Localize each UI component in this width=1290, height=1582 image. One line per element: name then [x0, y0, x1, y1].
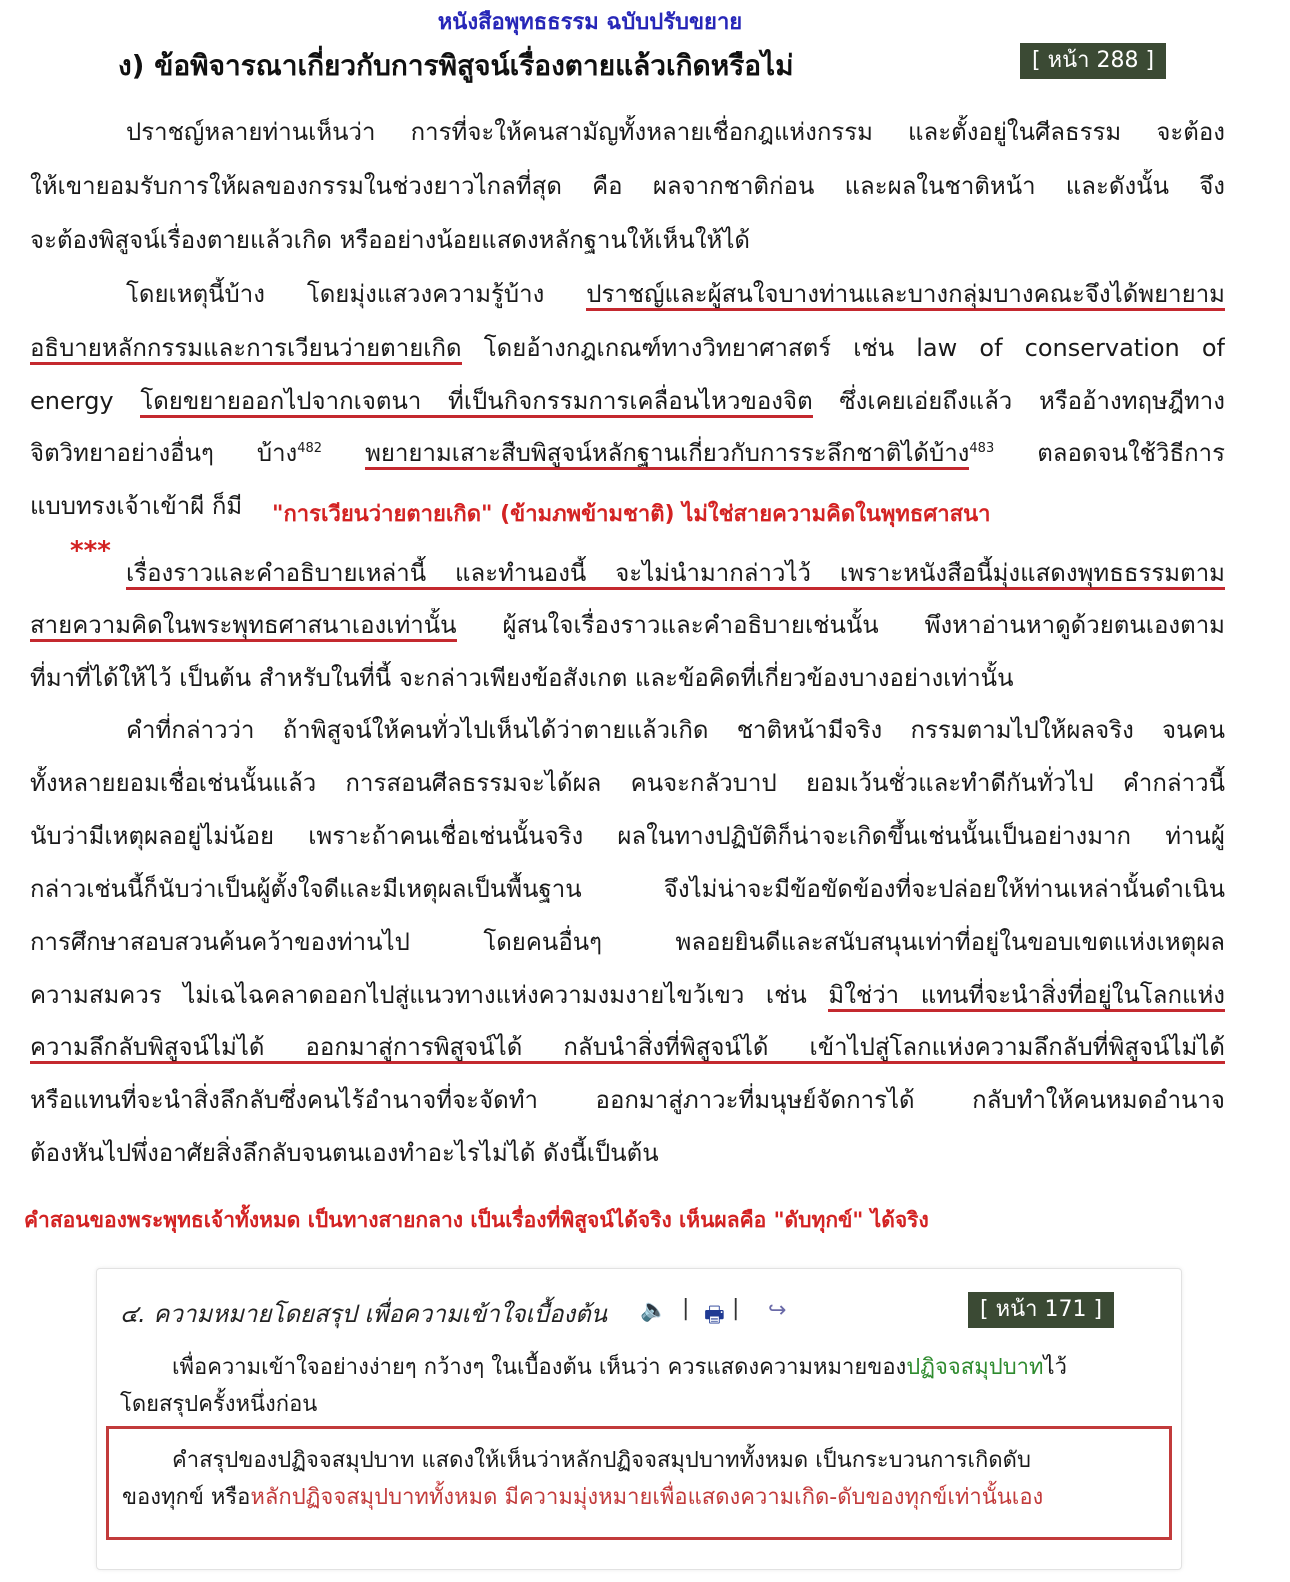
red-note: "การเวียนว่ายตายเกิด" (ข้ามภพข้ามชาติ) ไม่ใช่สายความคิดในพุทธศาสนา: [272, 502, 991, 527]
page-badge: [ หน้า 288 ]: [1020, 43, 1166, 79]
highlighted-text: หลักปฏิจจสมุปบาททั้งหมด มีความมุ่งหมายเพื่อแสดงความเกิด-ดับของทุกข์เท่านั้นเอง: [250, 1485, 1044, 1510]
text-run: โดยอ้างกฎเกณฑ์ทางวิทยาศาสตร์ เช่น law of conservation of: [461, 334, 1225, 362]
underlined-text: พยายามเสาะสืบพิสูจน์หลักฐานเกี่ยวกับการระลึกชาติได้บ้าง: [365, 439, 969, 470]
paragraph-line: คำที่กล่าวว่า ถ้าพิสูจน์ให้คนทั่วไปเห็นได้ว่าตายแล้วเกิด ชาติหน้ามีจริง กรรมตามไปให้ผลจริง จนคน: [126, 716, 1225, 744]
paragraph-line: [30, 384, 1225, 418]
card-paragraph: [172, 1352, 1067, 1384]
text-run: ซึ่งเคยเอ่ยถึงแล้ว หรืออ้างทฤษฎีทาง: [812, 387, 1225, 415]
paragraph-line: [30, 978, 1225, 1012]
paragraph-line: [30, 608, 1225, 642]
text-run: ของทุกข์ หรือ: [122, 1485, 251, 1510]
underlined-text: สายความคิดในพระพุทธศาสนาเองเท่านั้น: [30, 611, 457, 642]
paragraph-line: ให้เขายอมรับการให้ผลของกรรมในช่วงยาวไกลที่สุด คือ ผลจากชาติก่อน และผลในชาติหน้า และดังนั้น จึง: [30, 172, 1225, 200]
print-icon[interactable]: 🖶: [704, 1303, 725, 1328]
card-title: ๔. ความหมายโดยสรุป เพื่อความเข้าใจเบื้องต้น: [120, 1300, 608, 1328]
text-run: โดยเหตุนี้บ้าง โดยมุ่งแสวงความรู้บ้าง: [126, 280, 587, 308]
card-paragraph: โดยสรุปครั้งหนึ่งก่อน: [120, 1392, 318, 1417]
text-run: เพื่อความเข้าใจอย่างง่ายๆ กว้างๆ ในเบื้องต้น เห็นว่า ควรแสดงความหมายของ: [172, 1355, 907, 1380]
page-badge: [ หน้า 171 ]: [968, 1292, 1114, 1328]
paragraph-line: [30, 331, 1225, 365]
paragraph-line: จะต้องพิสูจน์เรื่องตายแล้วเกิด หรืออย่างน้อยแสดงหลักฐานให้เห็นให้ได้: [30, 226, 751, 254]
text-run: ผู้สนใจเรื่องราวและคำอธิบายเช่นนั้น พึงหาอ่านหาดูด้วยตนเองตาม: [456, 611, 1225, 639]
paragraph-line: [30, 1030, 1225, 1064]
paragraph-line: ปราชญ์หลายท่านเห็นว่า การที่จะให้คนสามัญทั้งหลายเชื่อกฎแห่งกรรม และตั้งอยู่ในศีลธรรม จะต้อง: [126, 118, 1225, 146]
paragraph-line: [126, 556, 1225, 590]
box-line: คำสรุปของปฏิจจสมุปบาท แสดงให้เห็นว่าหลักปฏิจจสมุปบาททั้งหมด เป็นกระบวนการเกิดดับ: [172, 1448, 1031, 1473]
underlined-text: ปราชญ์และผู้สนใจบางท่านและบางกลุ่มบางคณะจึงได้พยายาม: [586, 280, 1225, 311]
footnote-ref[interactable]: 482: [297, 441, 323, 456]
paragraph-line: [126, 277, 1225, 311]
paragraph-line: ต้องหันไปพึ่งอาศัยสิ่งลึกลับจนตนเองทำอะไรไม่ได้ ดังนี้เป็นต้น: [30, 1139, 659, 1167]
paragraph-line: ที่มาที่ได้ให้ไว้ เป็นต้น สำหรับในที่นี้ จะกล่าวเพียงข้อสังเกต และข้อคิดที่เกี่ยวข้องบางอย่างเท่านั้น: [30, 664, 1014, 692]
underlined-text: มิใช่ว่า แทนที่จะนำสิ่งที่อยู่ในโลกแห่ง: [828, 981, 1225, 1012]
text-run: ไว้: [1043, 1355, 1067, 1380]
text-run: จิตวิทยาอย่างอื่นๆ บ้าง: [30, 439, 298, 467]
paragraph-line: การศึกษาสอบสวนค้นคว้าของท่านไป โดยคนอื่นๆ พลอยยินดีและสนับสนุนเท่าที่อยู่ในขอบเขตแห่งเหตุผล: [30, 928, 1225, 956]
speaker-icon[interactable]: 🔈: [640, 1298, 668, 1323]
underlined-text: โดยขยายออกไปจากเจตนา ที่เป็นกิจกรรมการเคลื่อนไหวของจิต: [140, 387, 812, 418]
paragraph-line: กล่าวเช่นนี้ก็นับว่าเป็นผู้ตั้งใจดีและมีเหตุผลเป็นพื้นฐาน จึงไม่น่าจะมีข้อขัดข้องที่จะปล่อยให้ท่านเหล่านั้นดำเนิน: [30, 875, 1225, 903]
underlined-text: ความลึกลับพิสูจน์ไม่ได้ ออกมาสู่การพิสูจน์ได้ กลับนำสิ่งที่พิสูจน์ได้ เข้าไปสู่โลกแห่งความลึกลับที่พิสูจน์ไม่ได้: [30, 1033, 1225, 1064]
stars-marker: ***: [70, 536, 111, 566]
text-run: energy: [30, 387, 141, 415]
paragraph-line: แบบทรงเจ้าเข้าผี ก็มี: [30, 492, 243, 520]
book-title: หนังสือพุทธธรรม ฉบับปรับขยาย: [437, 10, 743, 35]
paragraph-line: หรือแทนที่จะนำสิ่งลึกลับซึ่งคนไร้อำนาจที่จะจัดทำ ออกมาสู่ภาวะที่มนุษย์จัดการได้ กลับทำให้คนหมดอำนาจ: [30, 1086, 1225, 1114]
separator: |: [732, 1296, 740, 1321]
text-run: ความสมควร ไม่เฉไฉคลาดออกไปสู่แนวทางแห่งความงมงายไขว้เขว เช่น: [30, 981, 829, 1009]
paragraph-line: [30, 436, 1225, 470]
section-heading: ง) ข้อพิจารณาเกี่ยวกับการพิสูจน์เรื่องตายแล้วเกิดหรือไม่: [118, 49, 794, 82]
box-line: [122, 1482, 1043, 1514]
paragraph-line: ทั้งหลายยอมเชื่อเช่นนั้นแล้ว การสอนศีลธรรมจะได้ผล คนจะกลัวบาป ยอมเว้นชั่วและทำดีกันทั่วไป คำกล่าวนี้: [30, 769, 1225, 797]
term-link[interactable]: ปฏิจจสมุปบาท: [906, 1355, 1044, 1380]
underlined-text: เรื่องราวและคำอธิบายเหล่านี้ และทำนองนี้ จะไม่นำมากล่าวไว้ เพราะหนังสือนี้มุ่งแสดงพุทธธรรมตาม: [126, 559, 1225, 590]
separator: |: [682, 1296, 690, 1321]
footnote-ref[interactable]: 483: [969, 441, 995, 456]
text-run: ตลอดจนใช้วิธีการ: [994, 439, 1225, 467]
share-icon[interactable]: ↪: [768, 1298, 787, 1323]
summary-note: คำสอนของพระพุทธเจ้าทั้งหมด เป็นทางสายกลาง เป็นเรื่องที่พิสูจน์ได้จริง เห็นผลคือ "ดับทุกข์" ได้จริง: [24, 1208, 929, 1232]
underlined-text: อธิบายหลักกรรมและการเวียนว่ายตายเกิด: [30, 334, 462, 365]
paragraph-line: นับว่ามีเหตุผลอยู่ไม่น้อย เพราะถ้าคนเชื่อเช่นนั้นจริง ผลในทางปฏิบัติก็น่าจะเกิดขึ้นเช่นนั้นเป็นอย่างมาก ท่านผู้: [30, 822, 1225, 850]
